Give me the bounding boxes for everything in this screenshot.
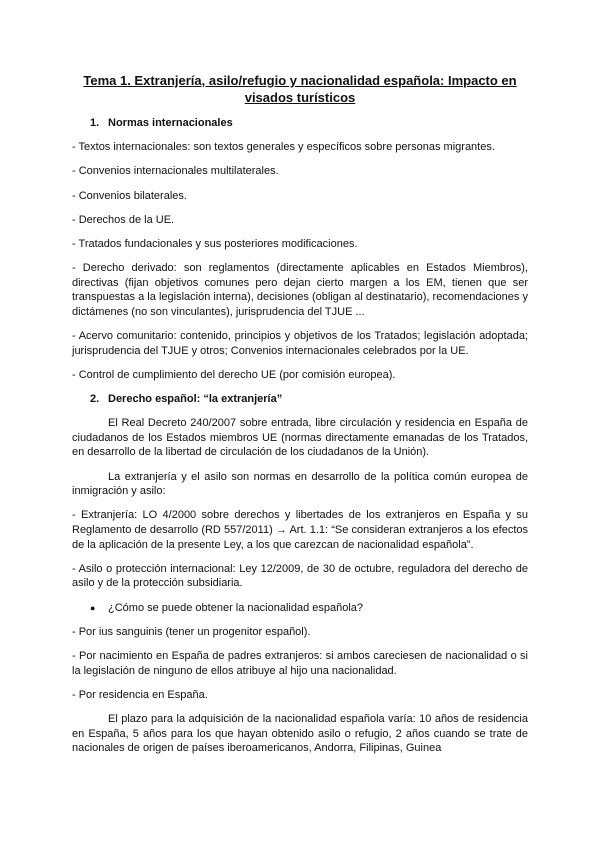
paragraph: - Asilo o protección internacional: Ley 12/2009, de 30 de octubre, reguladora del derecho de asilo y de la protección subsidiaria.: [72, 562, 528, 590]
paragraph: - Tratados fundacionales y sus posteriores modificaciones.: [72, 237, 358, 250]
section-number: 1.: [90, 117, 100, 129]
paragraph: El plazo para la adquisición de la nacionalidad española varía: 10 años de residencia en España, 5 años para los que hayan obtenido asilo o refugio, 2 años cuando se trate de nacionales de origen de países iberoamericanos, Andorra, Filipinas, Guinea: [72, 712, 528, 755]
bullet-icon: ●: [90, 602, 96, 613]
bullet-text: ¿Cómo se puede obtener la nacionalidad española?: [108, 601, 364, 614]
paragraph: El Real Decreto 240/2007 sobre entrada, libre circulación y residencia en España de ciudadanos de los Estados miembros UE (normas directamente emanadas de los Tratados, en desarrollo de la libertad de circulación de los ciudadanos de la Unión).: [72, 417, 528, 459]
paragraph: - Por residencia en España.: [72, 688, 208, 701]
section-heading-2: [72, 392, 528, 407]
section-title: Normas internacionales: [108, 117, 233, 129]
paragraph: - Derecho derivado: son reglamentos (directamente aplicables en Estados Miembros), directivas (fijan objetivos comunes pero dejan cierto margen a los EM, tienen que ser transpuestas a la legislación interna), decisiones (obligan al destinatario), recomendaciones y dictámenes (no son vinculantes), jurisprudencia del TJUE ...: [72, 262, 528, 318]
paragraph: - Extranjería: LO 4/2000 sobre derechos y libertades de los extranjeros en España y su Reglamento de desarrollo (RD 557/2011) → Art. 1.1: “Se consideran extranjeros a los efectos de la aplicación de la presente Ley, a los que carezcan de nacionalidad española”.: [72, 509, 528, 551]
paragraph: - Por nacimiento en España de padres extranjeros: si ambos careciesen de nacionalidad o si la legislación de ninguno de ellos atribuye al hijo una nacionalidad.: [72, 649, 528, 677]
section-title: Derecho español: “la extranjería”: [108, 393, 283, 406]
paragraph: - Textos internacionales: son textos generales y específicos sobre personas migrantes.: [72, 141, 495, 154]
paragraph: - Convenios internacionales multilaterales.: [72, 165, 279, 178]
paragraph: - Convenios bilaterales.: [72, 189, 187, 202]
page-title: Tema 1. Extranjería, asilo/refugio y nacionalidad española: Impacto en visados turísticos: [83, 73, 517, 105]
section-heading-1: [72, 116, 528, 131]
paragraph: - Derechos de la UE.: [72, 213, 175, 226]
paragraph: - Acervo comunitario: contenido, principios y objetivos de los Tratados; legislación adoptada; jurisprudencia del TJUE y otros; Convenios internacionales celebrados por la UE.: [72, 330, 528, 357]
document-body: [72, 116, 528, 765]
paragraph: La extranjería y el asilo son normas en desarrollo de la política común europea de inmigración y asilo:: [72, 470, 528, 498]
paragraph: - Por ius sanguinis (tener un progenitor español).: [72, 625, 311, 638]
paragraph: - Control de cumplimiento del derecho UE (por comisión europea).: [72, 368, 396, 381]
section-number: 2.: [90, 393, 100, 406]
bullet-question: [72, 601, 528, 616]
